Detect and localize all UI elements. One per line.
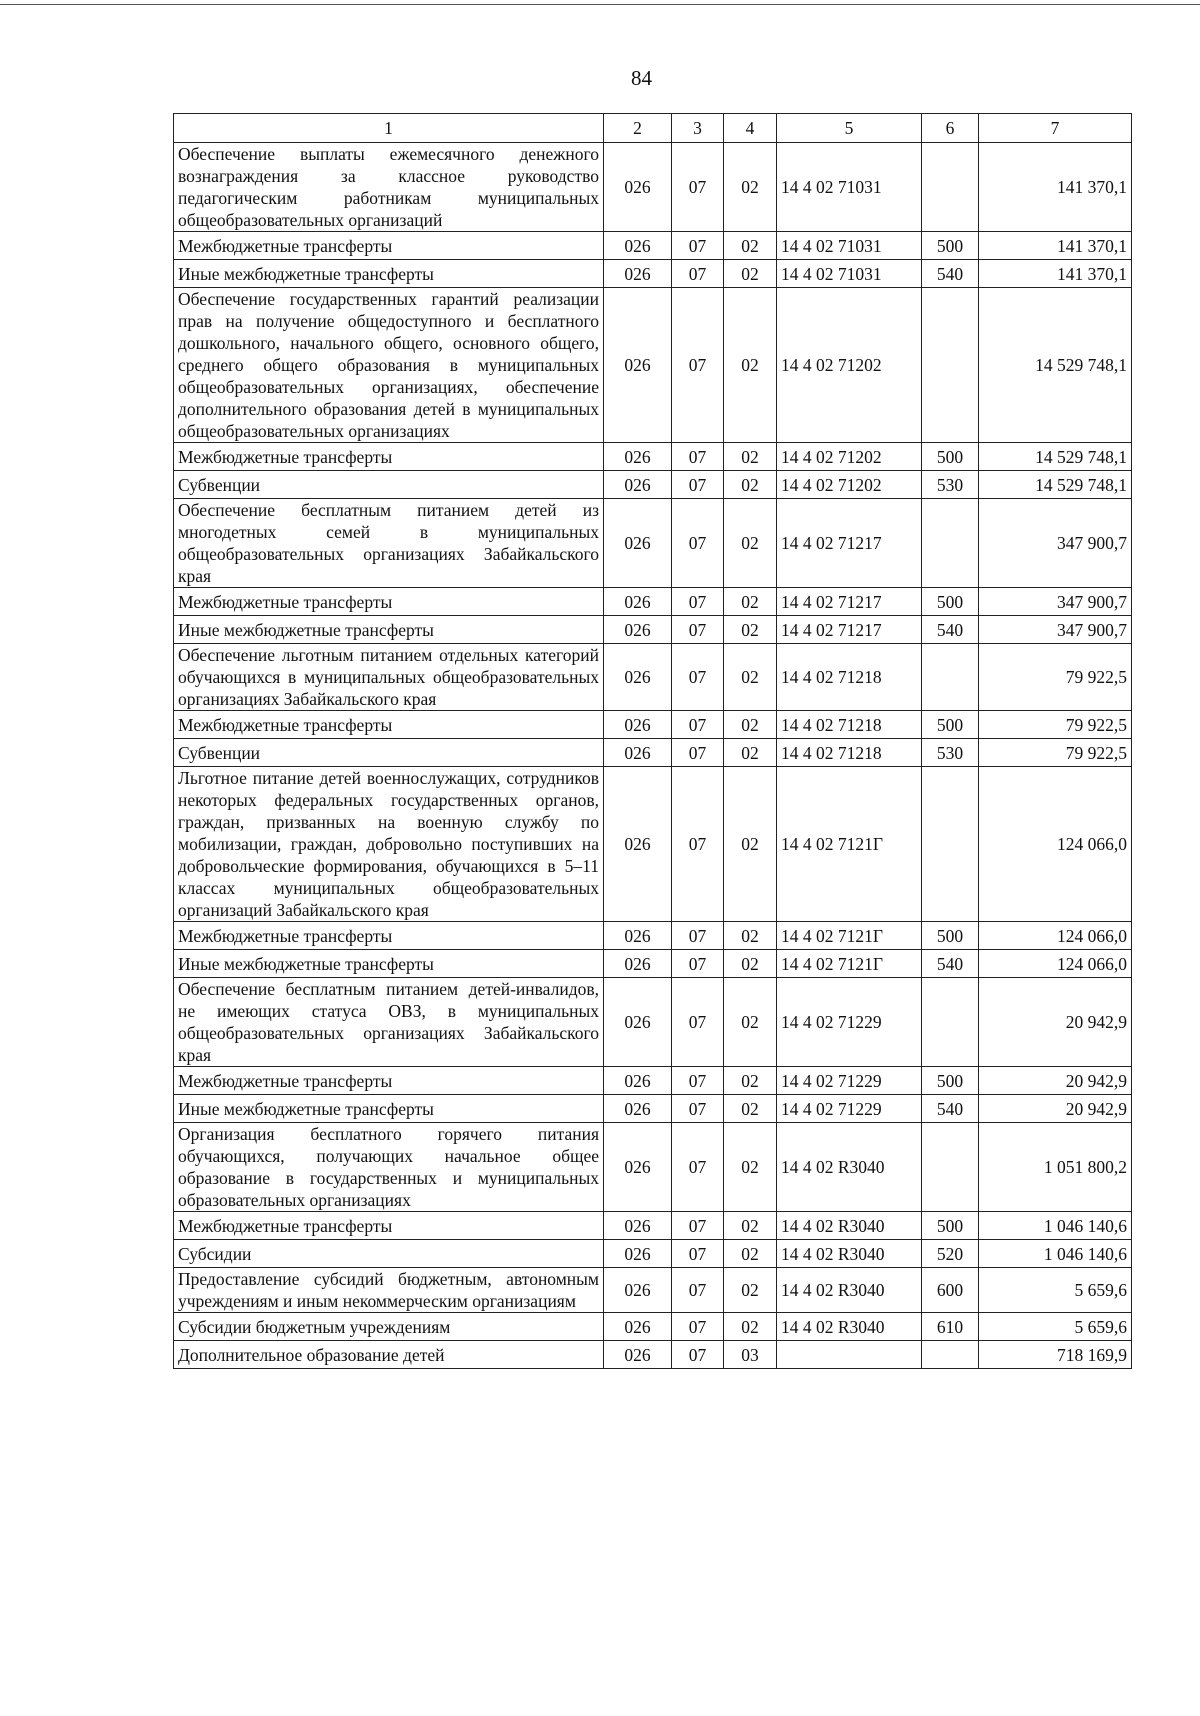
- cell-expense-type: [922, 1123, 979, 1212]
- cell-target-article: 14 4 02 71031: [777, 260, 922, 288]
- cell-expense-type: [922, 644, 979, 711]
- cell-amount: 20 942,9: [979, 1067, 1132, 1095]
- table-body: [174, 143, 1132, 1369]
- cell-subsection-a: 07: [672, 644, 724, 711]
- table-row: [174, 978, 1132, 1067]
- cell-section: 026: [604, 260, 672, 288]
- cell-section: 026: [604, 443, 672, 471]
- cell-expense-type: 540: [922, 616, 979, 644]
- cell-subsection-b: 02: [724, 443, 777, 471]
- cell-subsection-a: 07: [672, 950, 724, 978]
- cell-subsection-b: 02: [724, 616, 777, 644]
- cell-amount: 718 169,9: [979, 1341, 1132, 1369]
- cell-target-article: 14 4 02 71031: [777, 232, 922, 260]
- cell-subsection-b: 02: [724, 1212, 777, 1240]
- cell-expense-type: 500: [922, 711, 979, 739]
- cell-section: 026: [604, 1067, 672, 1095]
- table-row: [174, 499, 1132, 588]
- cell-subsection-a: 07: [672, 499, 724, 588]
- cell-amount: 1 046 140,6: [979, 1212, 1132, 1240]
- cell-expense-type: [922, 1341, 979, 1369]
- cell-amount: 79 922,5: [979, 644, 1132, 711]
- cell-subsection-b: 02: [724, 922, 777, 950]
- cell-subsection-a: 07: [672, 471, 724, 499]
- cell-name: Организация бесплатного горячего питания обучающихся, получающих начальное общее образование в государственных и муниципальных образовательных организациях: [174, 1123, 604, 1212]
- table-row: [174, 644, 1132, 711]
- cell-name: Иные межбюджетные трансферты: [174, 1095, 604, 1123]
- table-row: [174, 711, 1132, 739]
- table-row: [174, 767, 1132, 922]
- cell-subsection-b: 02: [724, 1123, 777, 1212]
- cell-target-article: 14 4 02 71218: [777, 644, 922, 711]
- cell-subsection-a: 07: [672, 288, 724, 443]
- cell-section: 026: [604, 1313, 672, 1341]
- cell-expense-type: 600: [922, 1268, 979, 1313]
- table-row: [174, 1240, 1132, 1268]
- cell-amount: 20 942,9: [979, 978, 1132, 1067]
- cell-subsection-b: 02: [724, 711, 777, 739]
- cell-section: 026: [604, 1341, 672, 1369]
- column-header-3: 3: [672, 114, 724, 143]
- cell-amount: 79 922,5: [979, 711, 1132, 739]
- cell-target-article: 14 4 02 71031: [777, 143, 922, 232]
- table-row: [174, 616, 1132, 644]
- cell-amount: 1 046 140,6: [979, 1240, 1132, 1268]
- cell-subsection-a: 07: [672, 711, 724, 739]
- cell-target-article: 14 4 02 71217: [777, 616, 922, 644]
- cell-amount: 347 900,7: [979, 616, 1132, 644]
- cell-name: Субвенции: [174, 739, 604, 767]
- cell-amount: 79 922,5: [979, 739, 1132, 767]
- cell-subsection-b: 02: [724, 471, 777, 499]
- cell-name: Иные межбюджетные трансферты: [174, 616, 604, 644]
- cell-section: 026: [604, 232, 672, 260]
- cell-target-article: 14 4 02 R3040: [777, 1240, 922, 1268]
- cell-subsection-a: 07: [672, 978, 724, 1067]
- cell-name: Льготное питание детей военнослужащих, сотрудников некоторых федеральных государственных органов, граждан, призванных на военную службу по мобилизации, граждан, добровольно поступивших на добровольческие формирования, обучающихся в 5–11 классах муниципальных общеобразовательных организаций Забайкальского края: [174, 767, 604, 922]
- table-header: [174, 114, 1132, 143]
- cell-expense-type: [922, 288, 979, 443]
- cell-section: 026: [604, 588, 672, 616]
- column-header-5: 5: [777, 114, 922, 143]
- cell-subsection-b: 02: [724, 1268, 777, 1313]
- cell-expense-type: [922, 978, 979, 1067]
- cell-section: 026: [604, 922, 672, 950]
- cell-amount: 141 370,1: [979, 260, 1132, 288]
- cell-target-article: 14 4 02 R3040: [777, 1313, 922, 1341]
- cell-name: Обеспечение выплаты ежемесячного денежного вознаграждения за классное руководство педагогическим работникам муниципальных общеобразовательных организаций: [174, 143, 604, 232]
- cell-section: 026: [604, 499, 672, 588]
- budget-table: [173, 113, 1132, 1369]
- cell-name: Межбюджетные трансферты: [174, 711, 604, 739]
- cell-expense-type: 610: [922, 1313, 979, 1341]
- cell-subsection-b: 02: [724, 739, 777, 767]
- cell-section: 026: [604, 978, 672, 1067]
- cell-amount: 141 370,1: [979, 232, 1132, 260]
- cell-target-article: 14 4 02 7121Г: [777, 767, 922, 922]
- cell-target-article: 14 4 02 71202: [777, 471, 922, 499]
- cell-target-article: 14 4 02 7121Г: [777, 922, 922, 950]
- cell-subsection-b: 02: [724, 978, 777, 1067]
- cell-subsection-a: 07: [672, 143, 724, 232]
- cell-expense-type: 540: [922, 950, 979, 978]
- cell-subsection-a: 07: [672, 1067, 724, 1095]
- cell-expense-type: 500: [922, 922, 979, 950]
- cell-subsection-a: 07: [672, 1240, 724, 1268]
- cell-subsection-b: 02: [724, 232, 777, 260]
- cell-subsection-b: 02: [724, 143, 777, 232]
- cell-amount: 124 066,0: [979, 767, 1132, 922]
- cell-target-article: [777, 1341, 922, 1369]
- cell-target-article: 14 4 02 71217: [777, 588, 922, 616]
- cell-subsection-a: 07: [672, 1095, 724, 1123]
- cell-section: 026: [604, 471, 672, 499]
- cell-target-article: 14 4 02 R3040: [777, 1123, 922, 1212]
- cell-subsection-b: 02: [724, 499, 777, 588]
- cell-expense-type: 500: [922, 232, 979, 260]
- table-row: [174, 1123, 1132, 1212]
- cell-section: 026: [604, 616, 672, 644]
- cell-target-article: 14 4 02 7121Г: [777, 950, 922, 978]
- table-row: [174, 443, 1132, 471]
- cell-subsection-a: 07: [672, 232, 724, 260]
- cell-expense-type: [922, 143, 979, 232]
- cell-subsection-a: 07: [672, 922, 724, 950]
- cell-section: 026: [604, 1095, 672, 1123]
- cell-name: Обеспечение бесплатным питанием детей из многодетных семей в муниципальных общеобразовательных организациях Забайкальского края: [174, 499, 604, 588]
- cell-amount: 5 659,6: [979, 1313, 1132, 1341]
- header-row: [174, 114, 1132, 143]
- cell-target-article: 14 4 02 R3040: [777, 1268, 922, 1313]
- cell-name: Субсидии: [174, 1240, 604, 1268]
- cell-name: Обеспечение государственных гарантий реализации прав на получение общедоступного и бесплатного дошкольного, начального общего, основного общего, среднего общего образования в муниципальных общеобразовательных организациях, обеспечение дополнительного образования детей в муниципальных общеобразовательных организациях: [174, 288, 604, 443]
- cell-subsection-b: 02: [724, 767, 777, 922]
- cell-section: 026: [604, 1268, 672, 1313]
- table-row: [174, 143, 1132, 232]
- table-row: [174, 1268, 1132, 1313]
- cell-subsection-a: 07: [672, 1268, 724, 1313]
- table-row: [174, 471, 1132, 499]
- cell-subsection-a: 07: [672, 616, 724, 644]
- cell-amount: 124 066,0: [979, 950, 1132, 978]
- cell-name: Предоставление субсидий бюджетным, автономным учреждениям и иным некоммерческим организациям: [174, 1268, 604, 1313]
- column-header-7: 7: [979, 114, 1132, 143]
- cell-amount: 20 942,9: [979, 1095, 1132, 1123]
- cell-target-article: 14 4 02 71217: [777, 499, 922, 588]
- cell-subsection-a: 07: [672, 588, 724, 616]
- cell-subsection-a: 07: [672, 1212, 724, 1240]
- cell-amount: 124 066,0: [979, 922, 1132, 950]
- cell-subsection-b: 02: [724, 950, 777, 978]
- cell-target-article: 14 4 02 71202: [777, 288, 922, 443]
- table-row: [174, 1341, 1132, 1369]
- cell-name: Межбюджетные трансферты: [174, 1067, 604, 1095]
- cell-target-article: 14 4 02 71218: [777, 711, 922, 739]
- cell-subsection-b: 02: [724, 1313, 777, 1341]
- cell-expense-type: 530: [922, 739, 979, 767]
- cell-section: 026: [604, 767, 672, 922]
- cell-expense-type: 520: [922, 1240, 979, 1268]
- column-header-1: 1: [174, 114, 604, 143]
- cell-subsection-b: 02: [724, 1240, 777, 1268]
- table-row: [174, 232, 1132, 260]
- cell-subsection-a: 07: [672, 1313, 724, 1341]
- table-row: [174, 1212, 1132, 1240]
- cell-target-article: 14 4 02 R3040: [777, 1212, 922, 1240]
- cell-target-article: 14 4 02 71202: [777, 443, 922, 471]
- table-row: [174, 588, 1132, 616]
- cell-target-article: 14 4 02 71218: [777, 739, 922, 767]
- cell-subsection-a: 07: [672, 443, 724, 471]
- cell-amount: 347 900,7: [979, 499, 1132, 588]
- cell-expense-type: 530: [922, 471, 979, 499]
- table-row: [174, 260, 1132, 288]
- cell-name: Обеспечение бесплатным питанием детей-инвалидов, не имеющих статуса ОВЗ, в муниципальных общеобразовательных организациях Забайкальского края: [174, 978, 604, 1067]
- table-row: [174, 950, 1132, 978]
- column-header-4: 4: [724, 114, 777, 143]
- cell-section: 026: [604, 288, 672, 443]
- cell-section: 026: [604, 739, 672, 767]
- cell-amount: 14 529 748,1: [979, 288, 1132, 443]
- cell-expense-type: 500: [922, 1212, 979, 1240]
- cell-subsection-a: 07: [672, 260, 724, 288]
- cell-name: Иные межбюджетные трансферты: [174, 260, 604, 288]
- cell-target-article: 14 4 02 71229: [777, 1067, 922, 1095]
- cell-subsection-b: 02: [724, 260, 777, 288]
- cell-name: Субсидии бюджетным учреждениям: [174, 1313, 604, 1341]
- table-row: [174, 288, 1132, 443]
- cell-subsection-a: 07: [672, 739, 724, 767]
- cell-amount: 14 529 748,1: [979, 471, 1132, 499]
- cell-name: Межбюджетные трансферты: [174, 922, 604, 950]
- cell-section: 026: [604, 1123, 672, 1212]
- cell-amount: 5 659,6: [979, 1268, 1132, 1313]
- cell-expense-type: 500: [922, 1067, 979, 1095]
- cell-subsection-b: 02: [724, 1067, 777, 1095]
- cell-subsection-b: 03: [724, 1341, 777, 1369]
- cell-expense-type: 500: [922, 443, 979, 471]
- page-number: 84: [631, 66, 652, 90]
- cell-amount: 1 051 800,2: [979, 1123, 1132, 1212]
- cell-subsection-a: 07: [672, 1123, 724, 1212]
- cell-subsection-b: 02: [724, 644, 777, 711]
- table-row: [174, 1067, 1132, 1095]
- table-row: [174, 739, 1132, 767]
- cell-expense-type: [922, 499, 979, 588]
- cell-name: Дополнительное образование детей: [174, 1341, 604, 1369]
- cell-subsection-b: 02: [724, 288, 777, 443]
- cell-section: 026: [604, 644, 672, 711]
- cell-name: Субвенции: [174, 471, 604, 499]
- cell-section: 026: [604, 711, 672, 739]
- cell-name: Межбюджетные трансферты: [174, 588, 604, 616]
- cell-expense-type: 500: [922, 588, 979, 616]
- cell-amount: 141 370,1: [979, 143, 1132, 232]
- cell-expense-type: [922, 767, 979, 922]
- cell-name: Иные межбюджетные трансферты: [174, 950, 604, 978]
- cell-name: Обеспечение льготным питанием отдельных категорий обучающихся в муниципальных общеобразовательных организациях Забайкальского края: [174, 644, 604, 711]
- cell-section: 026: [604, 1212, 672, 1240]
- cell-section: 026: [604, 950, 672, 978]
- cell-target-article: 14 4 02 71229: [777, 1095, 922, 1123]
- cell-section: 026: [604, 143, 672, 232]
- table-row: [174, 1313, 1132, 1341]
- cell-expense-type: 540: [922, 1095, 979, 1123]
- cell-amount: 14 529 748,1: [979, 443, 1132, 471]
- cell-name: Межбюджетные трансферты: [174, 443, 604, 471]
- cell-subsection-b: 02: [724, 1095, 777, 1123]
- column-header-6: 6: [922, 114, 979, 143]
- cell-name: Межбюджетные трансферты: [174, 1212, 604, 1240]
- cell-name: Межбюджетные трансферты: [174, 232, 604, 260]
- cell-expense-type: 540: [922, 260, 979, 288]
- table-row: [174, 922, 1132, 950]
- cell-subsection-a: 07: [672, 1341, 724, 1369]
- cell-subsection-a: 07: [672, 767, 724, 922]
- top-scan-rule: [0, 4, 1200, 5]
- cell-amount: 347 900,7: [979, 588, 1132, 616]
- table-row: [174, 1095, 1132, 1123]
- cell-section: 026: [604, 1240, 672, 1268]
- cell-target-article: 14 4 02 71229: [777, 978, 922, 1067]
- column-header-2: 2: [604, 114, 672, 143]
- cell-subsection-b: 02: [724, 588, 777, 616]
